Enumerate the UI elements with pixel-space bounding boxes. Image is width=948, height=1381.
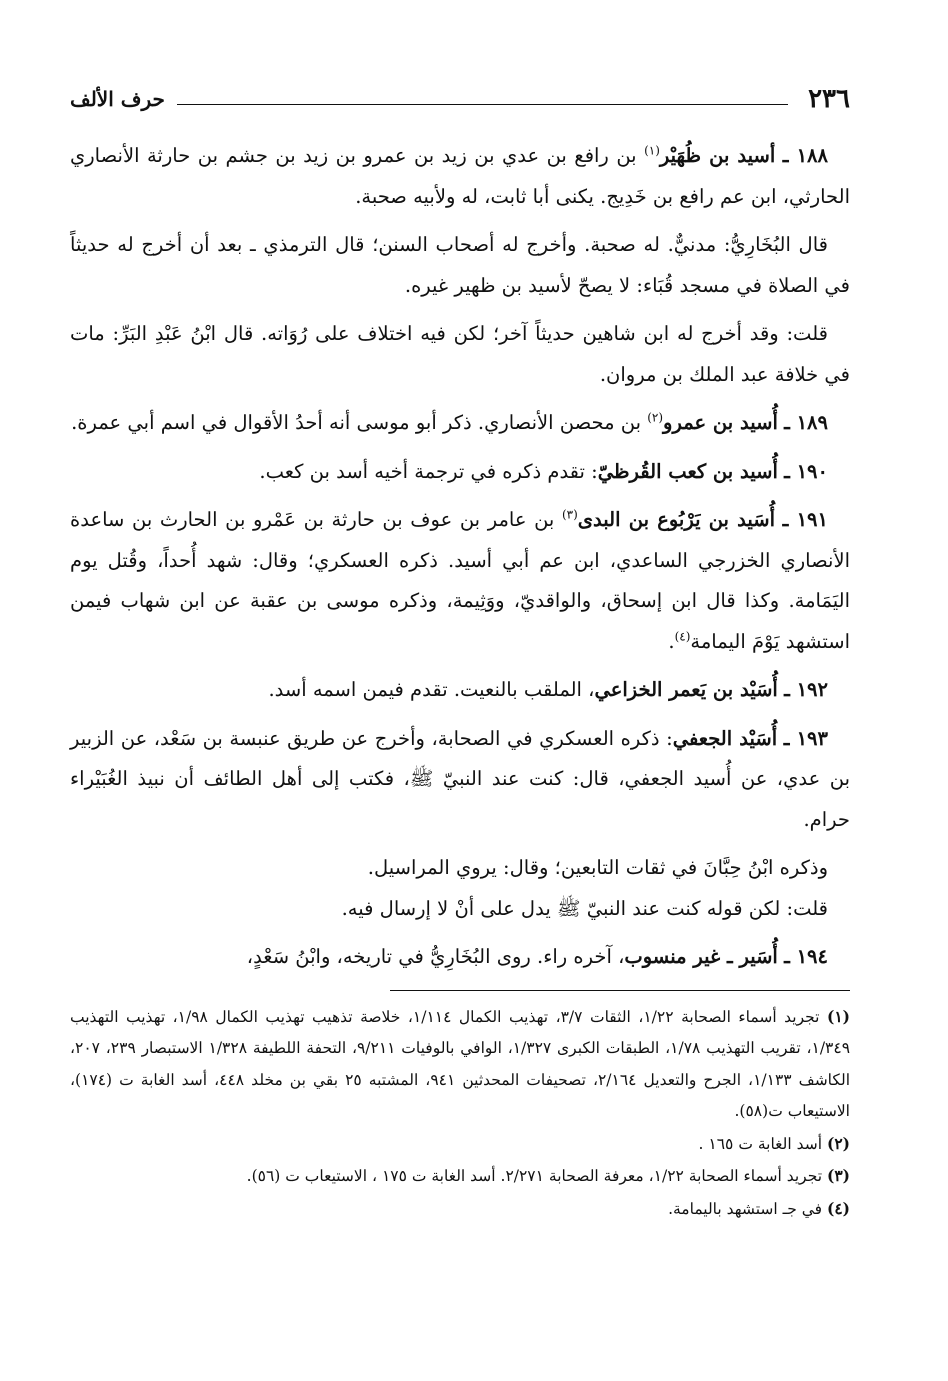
footnote-number: (٢) bbox=[826, 1133, 850, 1153]
entry-189 bbox=[70, 403, 850, 444]
footnote-ref: (٢) bbox=[647, 410, 664, 425]
main-text bbox=[70, 136, 850, 978]
footnote-number: (١) bbox=[827, 1006, 851, 1026]
footnote-3 bbox=[70, 1160, 850, 1193]
footnote-text: تجريد أسماء الصحابة ١/٢٢، الثقات ٣/٧، تهذيب الكمال ١/١١٤، خلاصة تذهيب تهذيب الكمال ١/٩٨، تهذيب التهذيب ١/٣٤٩، تقريب التهذيب ١/٧٨، الطبقات الكبرى ١/٣٢٧، الوافي بالوفيات ٩/٢١١، التحفة اللطيفة ١/٣٢٨ الاستبصار ٢٣٩، ٢٠٧، الكاشف ١/١٣٣، الجرح والتعديل ٢/١٦٤، تصحيفات المحدثين ٩٤١، المشتبه ٢٥ بقي بن مخلد ٤٤٨، أسد الغابة ت (١٧٤)، الاستيعاب ت(٥٨). bbox=[70, 1007, 851, 1120]
header-divider bbox=[177, 104, 788, 105]
entry-name: أُسَيْد بن يَعمر الخزاعي bbox=[594, 678, 778, 701]
entry-name: أسيد بن ظُهَيْر bbox=[659, 144, 776, 167]
entry-number: ١٩٠ ـ bbox=[784, 459, 828, 483]
footnote-number: (٣) bbox=[826, 1166, 850, 1185]
footnote-text: تجريد أسماء الصحابة ١/٢٢، معرفة الصحابة ٢/٢٧١. أسد الغابة ت ١٧٥ ، الاستيعاب ت (٥٦). bbox=[246, 1167, 823, 1185]
footnote-ref: (٣) bbox=[561, 507, 578, 522]
footnote-text: أسد الغابة ت ١٦٥ . bbox=[698, 1134, 823, 1153]
footnote-ref: (١) bbox=[644, 143, 660, 158]
footnote-ref: (٤) bbox=[674, 629, 691, 643]
entry-text: ، الملقب بالنعيت. تقدم فيمن اسمه أسد. bbox=[268, 678, 595, 701]
entry-text: بن محصن الأنصاري. ذكر أبو موسى أنه أحدُ الأقوال في اسم أبي عمرة. bbox=[71, 411, 648, 434]
page-number: ٢٣٦ bbox=[808, 84, 850, 114]
entry-name: أُسَيْد الجعفي bbox=[672, 726, 778, 750]
entry-text-end: . bbox=[668, 629, 675, 653]
entry-text: : تقدم ذكره في ترجمة أخيه أسد بن كعب. bbox=[259, 459, 598, 483]
entry-number: ١٩٤ ـ bbox=[784, 945, 828, 968]
entry-name: أُسيد بن عمرو bbox=[663, 411, 778, 434]
entry-number: ١٨٨ ـ bbox=[782, 144, 828, 167]
entry-number: ١٩٣ ـ bbox=[783, 726, 828, 750]
footnote-4 bbox=[70, 1193, 850, 1226]
paragraph: وذكره ابْنُ حِبَّانَ في ثقات التابعين؛ وقال: يروي المراسيل. bbox=[367, 856, 828, 879]
book-page bbox=[70, 78, 850, 1368]
footnote-divider bbox=[390, 990, 850, 991]
entry-text: بن رافع بن عدي بن زيد بن عمرو بن زيد بن جشم بن حارثة الأنصاري الحارثي، ابن عم رافع بن خَدِيج. يكنى أبا ثابت، له ولأبيه صحبة. bbox=[70, 144, 850, 208]
entry-194 bbox=[70, 937, 850, 978]
paragraph: قلت: وقد أخرج له ابن شاهين حديثاً آخر؛ لكن فيه اختلاف على رُوَاته. قال ابْنُ عَبْدِ البَرِّ: مات في خلافة عبد الملك بن مروان. bbox=[70, 322, 850, 386]
page-header bbox=[70, 78, 850, 120]
running-title: حرف الألف bbox=[70, 87, 165, 111]
entry-193 bbox=[70, 719, 850, 841]
footnotes bbox=[70, 1001, 850, 1226]
entry-text: : ذكره العسكري في الصحابة، وأخرج عن طريق عنبسة بن سَعْد، عن الزبير بن عدي، عن أُسيد الجعفي، قال: كنت عند النبيّ ﷺ، فكتب إلى أهل الطائف أن نبيذ الغُبَيْراء حرام. bbox=[70, 726, 850, 831]
paragraph: قلت: لكن قوله كنت عند النبيّ ﷺ يدل على أنْ لا إرسال فيه. bbox=[341, 896, 828, 920]
entry-191 bbox=[70, 500, 850, 662]
footnote-text: في جـ استشهد باليمامة. bbox=[668, 1199, 823, 1218]
entry-192 bbox=[70, 670, 850, 711]
entry-name: أُسيد بن كعب القُرظيّ bbox=[597, 459, 778, 483]
footnote-1 bbox=[70, 1001, 850, 1128]
entry-number: ١٨٩ ـ bbox=[784, 411, 828, 434]
entry-text: ، آخره راء. روى البُخَارِيُّ في تاريخه، وابْنُ سَعْدٍ، bbox=[246, 945, 625, 968]
entry-name: أُسَيد بن يَرْبُوع بن البدى bbox=[577, 508, 776, 531]
entry-190 bbox=[70, 452, 850, 493]
entry-text: بن عامر بن عوف بن حارثة بن عَمْرو بن الحارث بن ساعدة الأنصاري الخزرجي الساعدي، ابن عم أبي أسيد. ذكره العسكري؛ وقال: شهد أُحداً، وقُتل يوم اليَمَامة. وكذا قال ابن إسحاق، والواقديّ، ووَثِيمة، وذكره موسى بن عقبة عن ابن شهاب فيمن استشهد يَوْمَ اليمامة bbox=[70, 508, 850, 653]
footnote-number: (٤) bbox=[826, 1198, 850, 1218]
entry-number: ١٩٢ ـ bbox=[784, 678, 828, 701]
entry-name: أُسَير ـ غير منسوب bbox=[624, 945, 778, 968]
entry-188 bbox=[70, 136, 850, 217]
paragraph: قال البُخَارِيُّ: مدنيٌّ. له صحبة. وأخرج له أصحاب السنن؛ قال الترمذي ـ بعد أن أخرج له حديثاً في الصلاة في مسجد قُبَاء: لا يصحّ لأسيد بن ظهير غيره. bbox=[70, 233, 850, 297]
footnote-2 bbox=[70, 1128, 850, 1161]
entry-number: ١٩١ ـ bbox=[782, 508, 828, 531]
